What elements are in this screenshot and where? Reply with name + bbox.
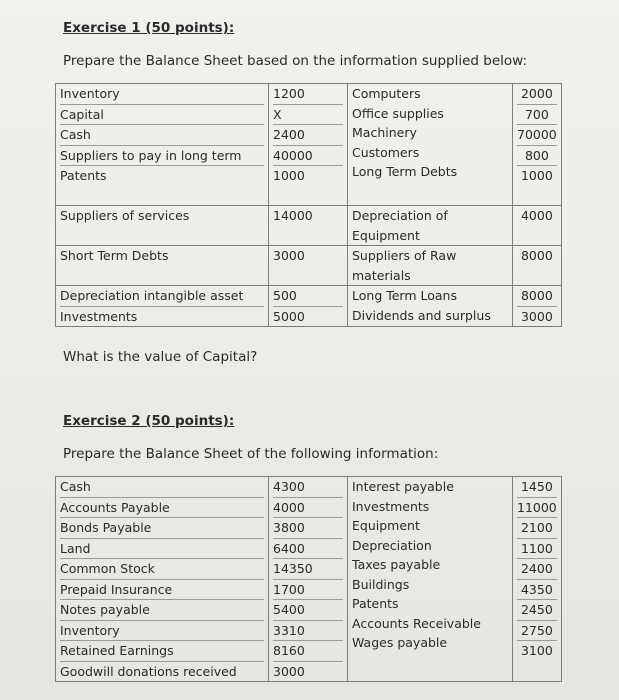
amount-cell-line: 70000	[517, 125, 557, 146]
amount-cell-line: 3310	[273, 621, 343, 642]
amount-cell-line: 3000	[273, 663, 305, 679]
blank-line	[517, 661, 557, 681]
account-name-cell-line: Office supplies	[352, 105, 444, 121]
amount-cell-line: 1450	[517, 477, 557, 498]
amount-cell	[269, 206, 348, 246]
account-name-cell-line: Interest payable	[352, 479, 454, 494]
account-name-cell	[348, 477, 513, 682]
blank-line	[60, 226, 264, 246]
account-name-cell-line: Depreciation of	[352, 208, 448, 223]
account-name-cell-line: Customers	[352, 144, 420, 160]
amount-cell	[269, 477, 348, 682]
amount-cell-line: 2400	[273, 125, 343, 146]
table-row	[56, 246, 562, 286]
account-name-cell-line: Depreciation	[352, 537, 432, 553]
account-name-cell-line: Suppliers of services	[60, 208, 190, 223]
blank-line	[60, 266, 264, 286]
account-name-cell-line: Cash	[60, 125, 264, 146]
amount-cell-line: 2000	[517, 84, 557, 105]
account-name-cell-line: Inventory	[60, 621, 264, 642]
amount-cell-line: 700	[517, 105, 557, 126]
blank-line	[273, 266, 343, 286]
amount-cell	[513, 206, 562, 246]
exercise1-table	[55, 83, 562, 327]
amount-cell	[269, 286, 348, 327]
account-name-cell-line: materials	[352, 267, 411, 283]
account-name-cell-line: Suppliers to pay in long term	[60, 146, 264, 167]
account-name-cell-line: Retained Earnings	[60, 641, 264, 662]
table-row	[56, 286, 562, 327]
amount-cell	[513, 246, 562, 286]
account-name-cell-line: Wages payable	[352, 635, 448, 650]
amount-cell-line: 6400	[273, 539, 343, 560]
amount-cell-line: 14000	[273, 208, 313, 223]
account-name-cell-line: Land	[60, 539, 264, 560]
blank-line	[273, 226, 343, 246]
account-name-cell	[56, 286, 269, 327]
account-name-cell	[348, 84, 513, 206]
account-name-cell-line: Long Term Debts	[352, 164, 458, 179]
account-name-cell-line: Computers	[352, 86, 421, 101]
amount-cell-line: 5000	[273, 308, 305, 324]
amount-cell-line: 3100	[520, 643, 553, 658]
amount-cell-line: 8000	[517, 286, 557, 307]
exercise1-instruction: Prepare the Balance Sheet based on the information supplied below:	[63, 53, 527, 69]
table-row	[56, 84, 562, 206]
account-name-cell-line: Dividends and surplus	[352, 307, 491, 323]
amount-cell-line: 14350	[273, 559, 343, 580]
account-name-cell-line: Accounts Payable	[60, 498, 264, 519]
amount-cell-line: 1000	[273, 168, 305, 183]
amount-cell-line: 8000	[520, 248, 553, 263]
amount-cell-line: 40000	[273, 146, 343, 167]
amount-cell-line: 2400	[517, 559, 557, 580]
account-name-cell-line: Accounts Receivable	[352, 615, 481, 631]
amount-cell-line: 1100	[517, 539, 557, 560]
account-name-cell-line: Notes payable	[60, 600, 264, 621]
account-name-cell-line: Machinery	[352, 125, 417, 140]
account-name-cell-line: Depreciation intangible asset	[60, 286, 264, 307]
amount-cell-line: X	[273, 105, 343, 126]
exercise1-heading: Exercise 1 (50 points):	[63, 20, 235, 36]
amount-cell-line: 2750	[517, 621, 557, 642]
amount-cell-line: 500	[273, 286, 343, 307]
blank-line	[517, 266, 557, 286]
blank-line	[273, 186, 343, 206]
account-name-cell-line: Bonds Payable	[60, 518, 264, 539]
amount-cell-line: 4300	[273, 477, 343, 498]
amount-cell	[269, 246, 348, 286]
blank-line	[517, 186, 557, 206]
amount-cell-line: 8160	[273, 641, 343, 662]
account-name-cell-line: Prepaid Insurance	[60, 580, 264, 601]
exercise2-heading: Exercise 2 (50 points):	[63, 413, 235, 429]
account-name-cell-line: Equipment	[352, 227, 420, 243]
blank-line	[60, 186, 264, 206]
account-name-cell-line: Cash	[60, 477, 264, 498]
amount-cell-line: 4000	[520, 208, 553, 223]
blank-line	[517, 226, 557, 246]
amount-cell	[513, 84, 562, 206]
blank-line	[352, 182, 508, 202]
account-name-cell-line: Short Term Debts	[60, 248, 169, 263]
account-name-cell-line: Inventory	[60, 84, 264, 105]
amount-cell-line: 1000	[520, 168, 553, 183]
amount-cell-line: 3000	[520, 308, 553, 324]
amount-cell-line: 4350	[517, 580, 557, 601]
account-name-cell	[56, 477, 269, 682]
account-name-cell-line: Patents	[352, 596, 399, 611]
amount-cell-line: 3000	[273, 248, 305, 263]
account-name-cell-line: Investments	[352, 498, 430, 514]
table-row	[56, 477, 562, 682]
amount-cell-line: 3800	[273, 518, 343, 539]
amount-cell	[269, 84, 348, 206]
amount-cell-line: 2450	[517, 600, 557, 621]
account-name-cell-line: Equipment	[352, 518, 420, 533]
account-name-cell	[348, 246, 513, 286]
blank-line	[352, 653, 508, 673]
account-name-cell-line: Taxes payable	[352, 557, 441, 572]
account-name-cell	[348, 206, 513, 246]
amount-cell-line: 4000	[273, 498, 343, 519]
amount-cell	[513, 286, 562, 327]
account-name-cell	[56, 206, 269, 246]
account-name-cell-line: Patents	[60, 168, 107, 183]
amount-cell-line: 2100	[517, 518, 557, 539]
account-name-cell	[348, 286, 513, 327]
table-row	[56, 206, 562, 246]
amount-cell	[513, 477, 562, 682]
account-name-cell-line: Buildings	[352, 576, 410, 592]
amount-cell-line: 11000	[517, 498, 557, 519]
amount-cell-line: 800	[517, 146, 557, 167]
account-name-cell-line: Goodwill donations received	[60, 663, 237, 679]
account-name-cell-line: Capital	[60, 105, 264, 126]
account-name-cell	[56, 246, 269, 286]
account-name-cell-line: Suppliers of Raw	[352, 248, 457, 263]
account-name-cell-line: Common Stock	[60, 559, 264, 580]
account-name-cell	[56, 84, 269, 206]
exercise2-instruction: Prepare the Balance Sheet of the following information:	[63, 446, 439, 462]
amount-cell-line: 1700	[273, 580, 343, 601]
account-name-cell-line: Investments	[60, 308, 138, 324]
amount-cell-line: 1200	[273, 84, 343, 105]
amount-cell-line: 5400	[273, 600, 343, 621]
exercise1-question: What is the value of Capital?	[63, 349, 258, 365]
exercise2-table	[55, 476, 562, 682]
account-name-cell-line: Long Term Loans	[352, 288, 457, 303]
